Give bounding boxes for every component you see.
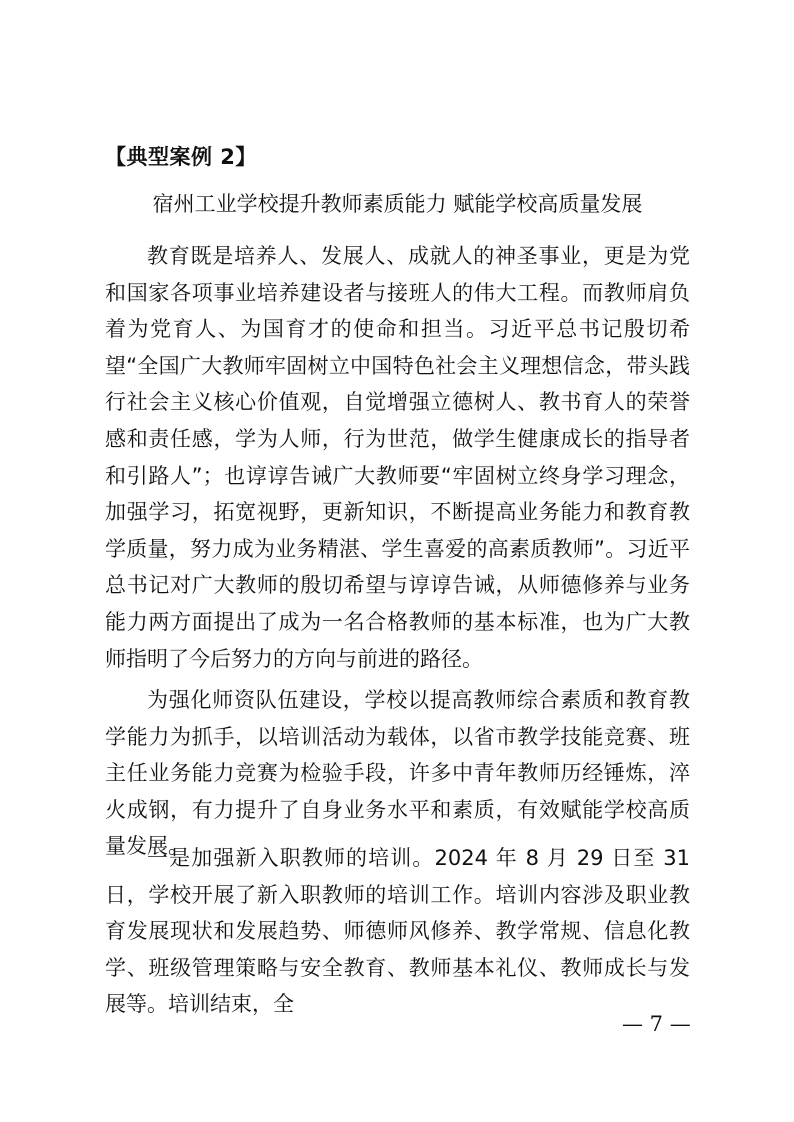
body-paragraph: 教育既是培养人、发展人、成就人的神圣事业，更是为党和国家各项事业培养建设者与接班人的伟大工程。而教师肩负着为党育人、为国育才的使命和担当。习近平总书记殷切希望“全国广大教师牢固树立中国特色社会主义理想信念，带头践行社会主义核心价值观，自觉增强立德树人、教书育人的荣誉感和责任感，学为人师，行为世范，做学生健康成长的指导者和引路人”；也谆谆告诫广大教师要“牢固树立终身学习理念，加强学习，拓宽视野，更新知识，不断提高业务能力和教育教学质量，努力成为业务精湛、学生喜爱的高素质教师”。习近平总书记对广大教师的殷切希望与谆谆告诫，从师德修养与业务能力两方面提出了成为一名合格教师的基本标准，也为广大教师指明了今后努力的方向与前进的路径。 bbox=[105, 244, 690, 671]
body-paragraph: 一是加强新入职教师的培训。2024 年 8 月 29 日至 31 日，学校开展了新入职教师的培训工作。培训内容涉及职业教育发展现状和发展趋势、师德师风修养、教学常规、信息化教学、班级管理策略与安全教育、教师基本礼仪、教师成长与发展等。培训结束，全 bbox=[105, 846, 690, 1017]
case-label: 【典型案例 2】 bbox=[105, 145, 257, 169]
page-number: — 7 — bbox=[622, 1012, 691, 1036]
document-title: 宿州工业学校提升教师素质能力 赋能学校高质量发展 bbox=[152, 192, 643, 216]
body-paragraph: 为强化师资队伍建设，学校以提高教师综合素质和教育教学能力为抓手，以培训活动为载体，以省市教学技能竞赛、班主任业务能力竞赛为检验手段，许多中青年教师历经锤炼，淬火成钢，有力提升了自身业务水平和素质，有效赋能学校高质量发展。 bbox=[105, 688, 690, 859]
